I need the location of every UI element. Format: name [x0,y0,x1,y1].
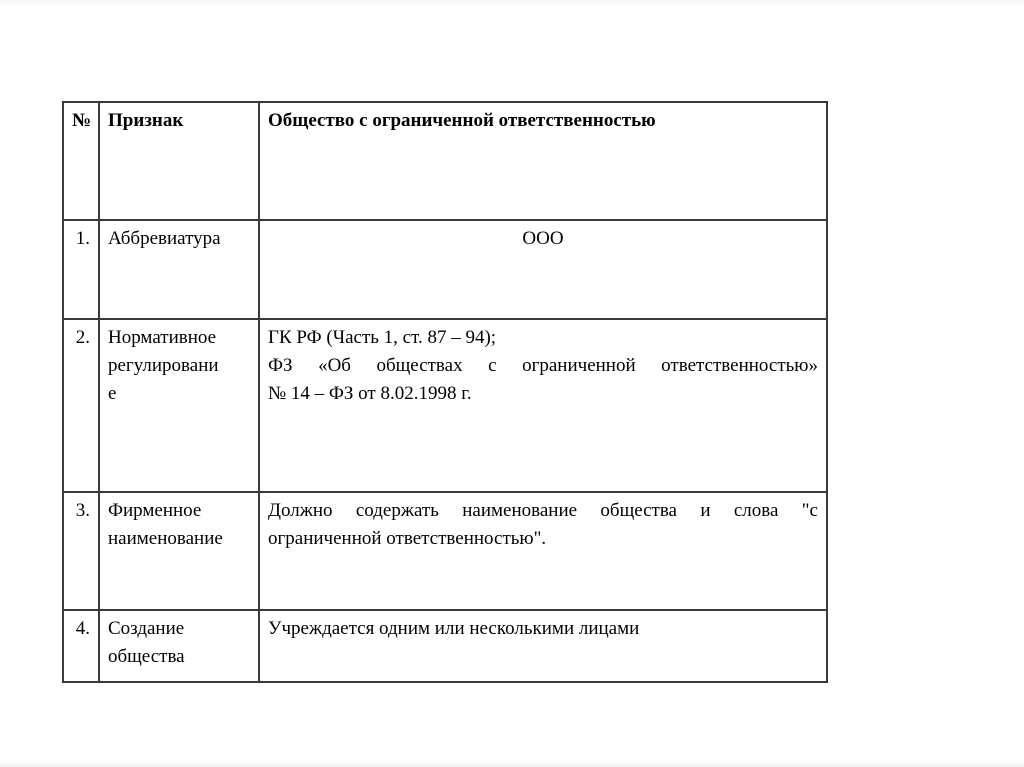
row-number: 4. [63,610,99,682]
table-row [63,220,827,319]
row-number: 1. [63,220,99,319]
row-feature: Фирменное наименование [99,492,259,610]
table-row [63,319,827,492]
row-value: ГК РФ (Часть 1, ст. 87 – 94); ФЗ «Об обществах с ограниченной ответственностью» № 14 – ФЗ от 8.02.1998 г. [259,319,827,492]
row-value: Учреждается одним или несколькими лицами [259,610,827,682]
comparison-table [62,101,828,683]
row-value: ООО [259,220,827,319]
row-feature: Аббревиатура [99,220,259,319]
row-number: 2. [63,319,99,492]
row-feature: Нормативное регулировани е [99,319,259,492]
row-number: 3. [63,492,99,610]
row-feature: Создание общества [99,610,259,682]
header-number: № [63,102,99,220]
header-llc: Общество с ограниченной ответственностью [259,102,827,220]
header-feature: Признак [99,102,259,220]
table-row [63,492,827,610]
table-header-row [63,102,827,220]
row-value: Должно содержать наименование общества и слова "с ограниченной ответственностью". [259,492,827,610]
table-row [63,610,827,682]
